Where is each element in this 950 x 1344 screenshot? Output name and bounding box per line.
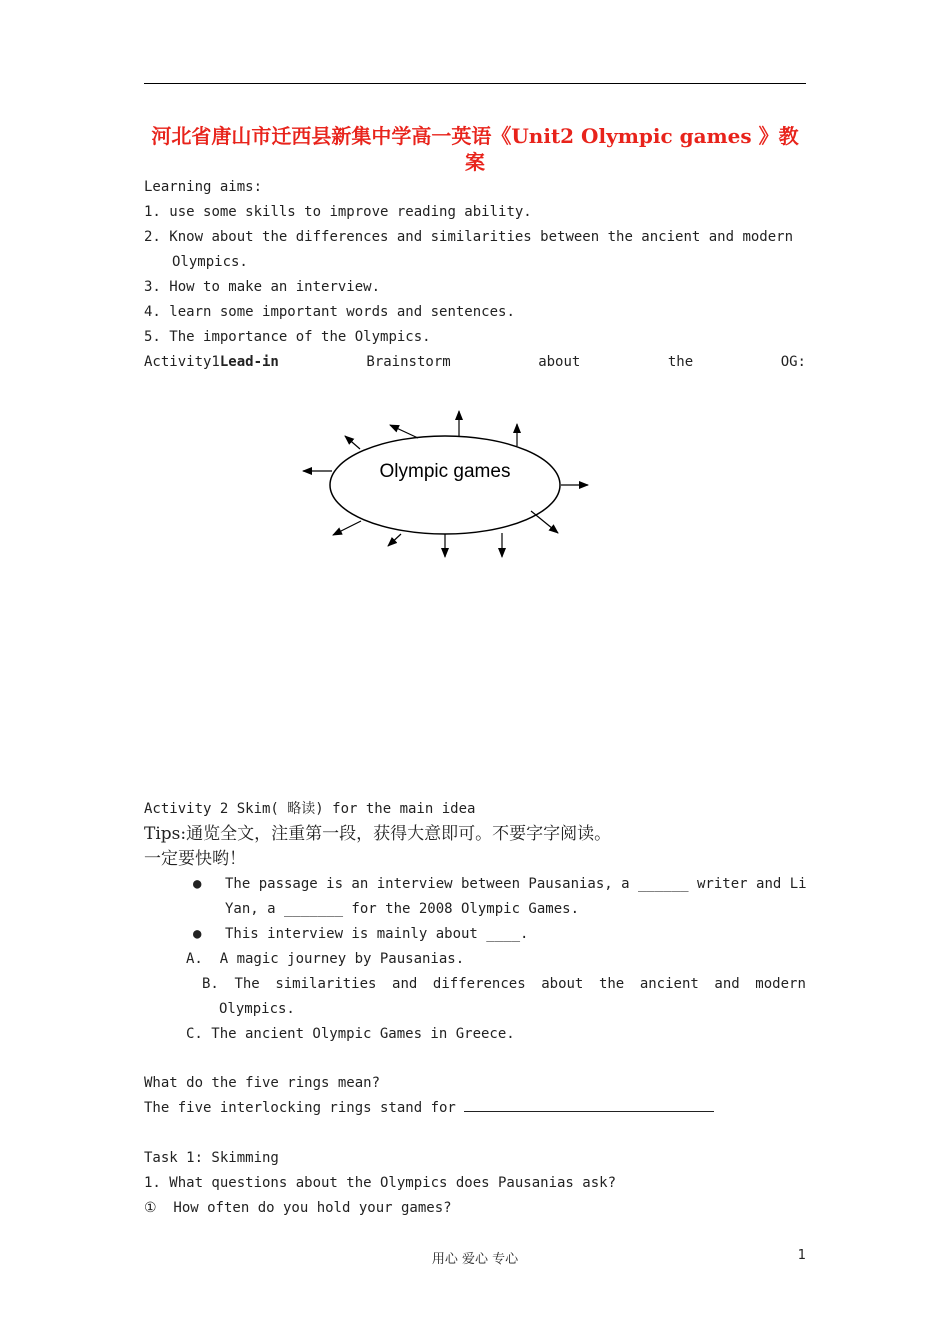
activity1-word: the [667,354,694,370]
option-b-word: B. [202,976,219,992]
arrow-down-right-icon [531,511,558,533]
rings-answer-prefix: The five interlocking rings stand for [144,1100,456,1116]
diagram-ellipse [330,436,560,534]
task1-question-1: 1. What questions about the Olympics does Pausanias ask? [144,1175,617,1191]
page-number: 1 [797,1248,806,1263]
activity1-word: Brainstorm [366,354,451,370]
option-b-word: about [541,976,584,992]
aim-number: 4. [144,304,161,320]
bullet-dot-icon: ● [193,876,202,892]
option-b-word: the [598,976,625,992]
arrow-up-left-icon [390,425,418,438]
aim-text: The importance of the Olympics. [169,329,431,345]
option-b-word: differences [432,976,526,992]
rings-answer [144,1096,714,1121]
activity1-word: OG: [780,354,806,370]
option-b-continued: Olympics. [219,1001,295,1017]
option-b-word: and [714,976,740,992]
aim-2-continued: Olympics. [172,254,248,270]
aim-text: use some skills to improve reading ability. [169,204,532,220]
option-b-word: modern [755,976,806,992]
task1-subquestion-1: ① How often do you hold your games? [144,1200,452,1216]
bullet-1-line-2: Yan, a _______ for the 2008 Olympic Games. [225,901,580,917]
option-b-word: and [392,976,418,992]
aim-number: 2. [144,229,161,245]
aim-text: Know about the differences and similarities between the ancient and modern [169,229,794,245]
aim-number: 1. [144,204,161,220]
learning-aims-heading: Learning aims: [144,179,263,195]
option-b-word: The [234,976,260,992]
aim-text: learn some important words and sentences. [169,304,515,320]
activity1-word: about [538,354,581,370]
task1-heading: Task 1: Skimming [144,1150,279,1166]
answer-blank[interactable] [464,1097,714,1112]
option-a: A. A magic journey by Pausanias. [186,951,465,967]
arrow-down-left-icon [388,534,401,546]
option-c: C. The ancient Olympic Games in Greece. [186,1026,515,1042]
arrow-up-left-icon [345,436,360,449]
footer-motto: 用心 爱心 专心 [431,1252,519,1267]
bullet-2: This interview is mainly about ____. [225,926,529,942]
activity2-heading: Activity 2 Skim( 略读) for the main idea [144,801,476,817]
tips-line-1: Tips:通览全文，注重第一段，获得大意即可。不要字字阅读。 [144,824,612,844]
option-b-line [202,972,806,997]
aim-number: 3. [144,279,161,295]
page-title: 河北省唐山市迁西县新集中学高一英语《Unit2 Olympic games 》教案 [151,124,799,174]
aim-text: How to make an interview. [169,279,381,295]
activity1-lead-in: Lead-in [219,354,279,370]
aim-number: 5. [144,329,161,345]
activity1-prefix: Activity1 [144,354,220,370]
tips-line-2: 一定要快哟！ [144,849,246,869]
diagram-center-label: Olympic games [379,461,511,482]
option-b-word: similarities [275,976,377,992]
option-b-word: ancient [639,976,699,992]
arrow-down-left-icon [333,521,361,535]
bullet-1-line-1: The passage is an interview between Pausanias, a ______ writer and Li [225,876,807,892]
rings-question: What do the five rings mean? [144,1075,381,1091]
bullet-dot-icon: ● [193,926,202,942]
